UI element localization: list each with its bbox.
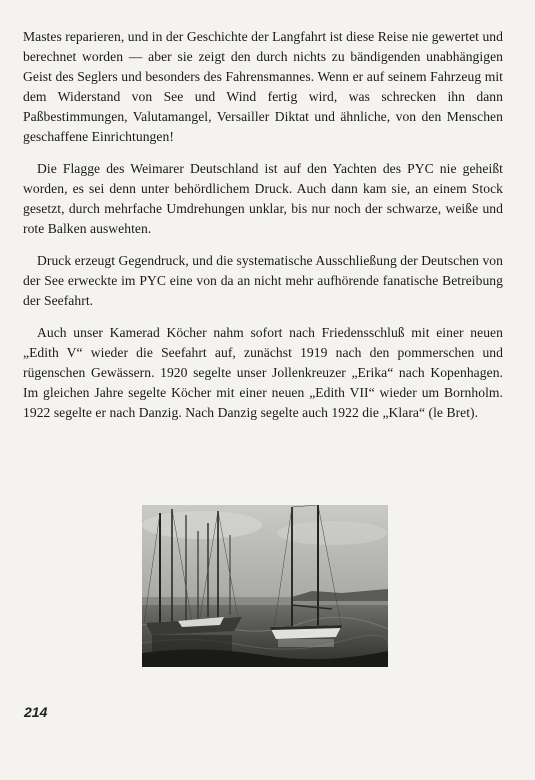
paragraph-4: Auch unser Kamerad Köcher nahm sofort nach Friedensschluß mit einer neuen „Edith V“ wieder die Seefahrt auf, zunächst 1919 nach den pommerschen und rügenschen Gewässern. 1920 segelte unser Jollenkreuzer „Erika“ nach Kopenhagen. Im gleichen Jahre segelte Köcher mit einer neuen „Edith VII“ wieder um Bornholm. 1922 segelte er nach Danzig. Nach Danzig segelte auch 1922 die „Klara“ (le Bret). (23, 325, 503, 420)
sailboats-photo (142, 505, 388, 667)
body-text (23, 27, 503, 435)
page-number: 214 (24, 704, 48, 720)
paragraph-3: Druck erzeugt Gegendruck, und die systematische Ausschließung der Deutschen von der See erweckte im PYC eine von da an nicht mehr aufhörende fanatische Betreibung der Seefahrt. (23, 253, 504, 308)
paragraph-2: Die Flagge des Weimarer Deutschland ist auf den Yachten des PYC nie geheißt worden, es sei denn unter behördlichem Druck. Auch dann kam sie, an einem Stock gesetzt, durch mehrfache Umdrehungen unklar, bis nur noch der schwarze, weiße und rote Balken auswehten. (23, 161, 503, 236)
paragraph-1: Mastes reparieren, und in der Geschichte der Langfahrt ist diese Reise nie gewertet und berechnet worden — aber sie zeigt den durch nichts zu bändigenden unabhängigen Geist des Seglers und besonders des Fahrensmannes. Wenn er auf seinem Fahrzeug mit dem Widerstand von See und Wind fertig wird, was schrecken ihn dann Paßbestimmungen, Valutamangel, Versailler Diktat und ähnliche, von den Menschen geschaffene Einrichtungen! (23, 29, 503, 144)
